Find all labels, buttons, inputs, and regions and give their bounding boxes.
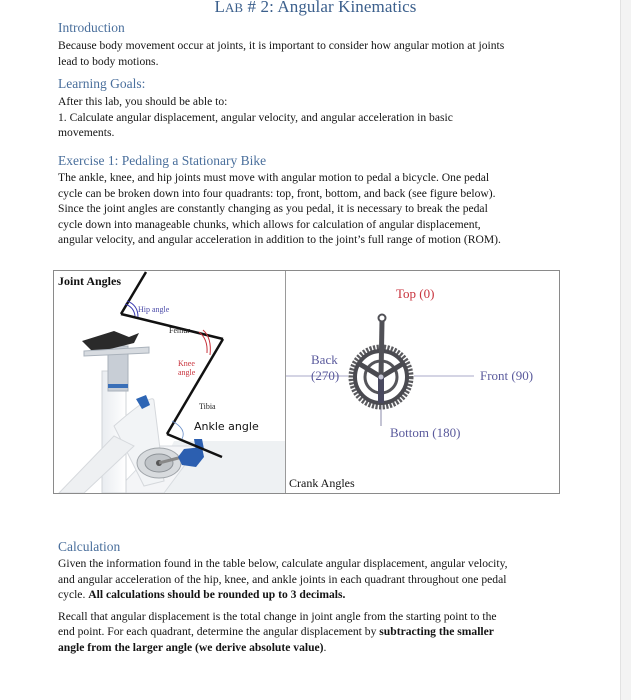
knee-angle-label-line-2: angle [178, 368, 196, 377]
calculation-p1-line-2: and angular acceleration of the hip, knee, and ankle joints in each quadrant throughout one pedal [58, 572, 507, 586]
back-270-label [311, 352, 339, 384]
subtraction-instruction-part-2: angle from the larger angle (we derive absolute value) [58, 640, 324, 654]
exercise-1-line-1: The ankle, knee, and hip joints must move with angular motion to pedal a bicycle. One pedal [58, 171, 490, 184]
back-label-line-1: Back [311, 352, 338, 367]
calculation-heading: Calculation [58, 539, 121, 554]
title-prefix: L [214, 0, 225, 16]
femur-label: Femur [169, 326, 190, 335]
learning-goals-heading: Learning Goals: [58, 76, 146, 91]
ankle-angle-label: Ankle angle [194, 420, 259, 433]
exercise-1-heading: Exercise 1: Pedaling a Stationary Bike [58, 153, 267, 168]
exercise-1-line-2: cycle can be broken down into four quadrants: top, front, bottom, and back (see figure below). [58, 186, 496, 200]
back-label-line-2: (270) [311, 368, 340, 383]
introduction-line-1: Because body movement occur at joints, it is important to consider how angular motion at joints [58, 39, 505, 52]
bike-illustration [54, 271, 285, 493]
exercise-1-section [58, 153, 558, 248]
joint-angles-title: Joint Angles [58, 274, 122, 288]
introduction-heading: Introduction [58, 20, 125, 35]
hip-angle-label: Hip angle [138, 305, 170, 314]
calculation-section [58, 539, 558, 656]
rounding-instruction: All calculations should be rounded up to 3 decimals. [88, 588, 346, 602]
joint-angles-panel [54, 271, 286, 493]
figure-joint-and-crank-angles [53, 270, 560, 494]
title-rest: # 2: Angular Kinematics [243, 0, 417, 16]
front-90-label: Front (90) [480, 368, 534, 383]
top-0-label: Top (0) [396, 286, 435, 301]
title-smallcaps: AB [224, 0, 244, 15]
tibia-label: Tibia [199, 402, 216, 411]
exercise-1-line-3: Since the joint angles are constantly changing as you pedal, it is necessary to break the pedal [58, 202, 488, 216]
bottom-180-label: Bottom (180) [390, 425, 461, 440]
calculation-p1-line-1: Given the information found in the table below, calculate angular displacement, angular velocity, [58, 557, 508, 570]
calculation-p2-line-2-text: end point. For each quadrant, determine the angular displacement by [58, 625, 380, 639]
introduction-section [58, 20, 558, 69]
subtraction-instruction-part-1: subtracting the smaller [379, 625, 494, 639]
calculation-p2-line-2 [58, 624, 558, 640]
knee-angle-label [178, 359, 195, 377]
learning-goals-line-3: movements. [58, 126, 115, 140]
exercise-1-line-4: cycle down into manageable chunks, which allows for calculation of angular displacement, [58, 217, 481, 231]
introduction-line-2: lead to body motions. [58, 54, 159, 68]
learning-goals-line-2: 1. Calculate angular displacement, angular velocity, and angular acceleration in basic [58, 110, 453, 124]
exercise-1-line-5: angular velocity, and angular acceleration in addition to the joint’s full range of motion (ROM). [58, 233, 501, 247]
calculation-p1-line-3-text: cycle. [58, 588, 89, 602]
page-title [0, 0, 631, 17]
knee-angle-label-line-1: Knee [178, 359, 195, 368]
crank-angles-panel [286, 271, 559, 493]
page-edge [620, 0, 631, 700]
calculation-p2-line-3-text: . [323, 640, 327, 654]
calculation-p2-line-3 [58, 640, 558, 656]
learning-goals-section [58, 76, 558, 141]
crank-angles-caption: Crank Angles [289, 476, 355, 490]
calculation-p1-line-3 [58, 587, 558, 603]
calculation-p2-line-1: Recall that angular displacement is the total change in joint angle from the starting point to the [58, 609, 497, 623]
learning-goals-line-1: After this lab, you should be able to: [58, 95, 228, 108]
